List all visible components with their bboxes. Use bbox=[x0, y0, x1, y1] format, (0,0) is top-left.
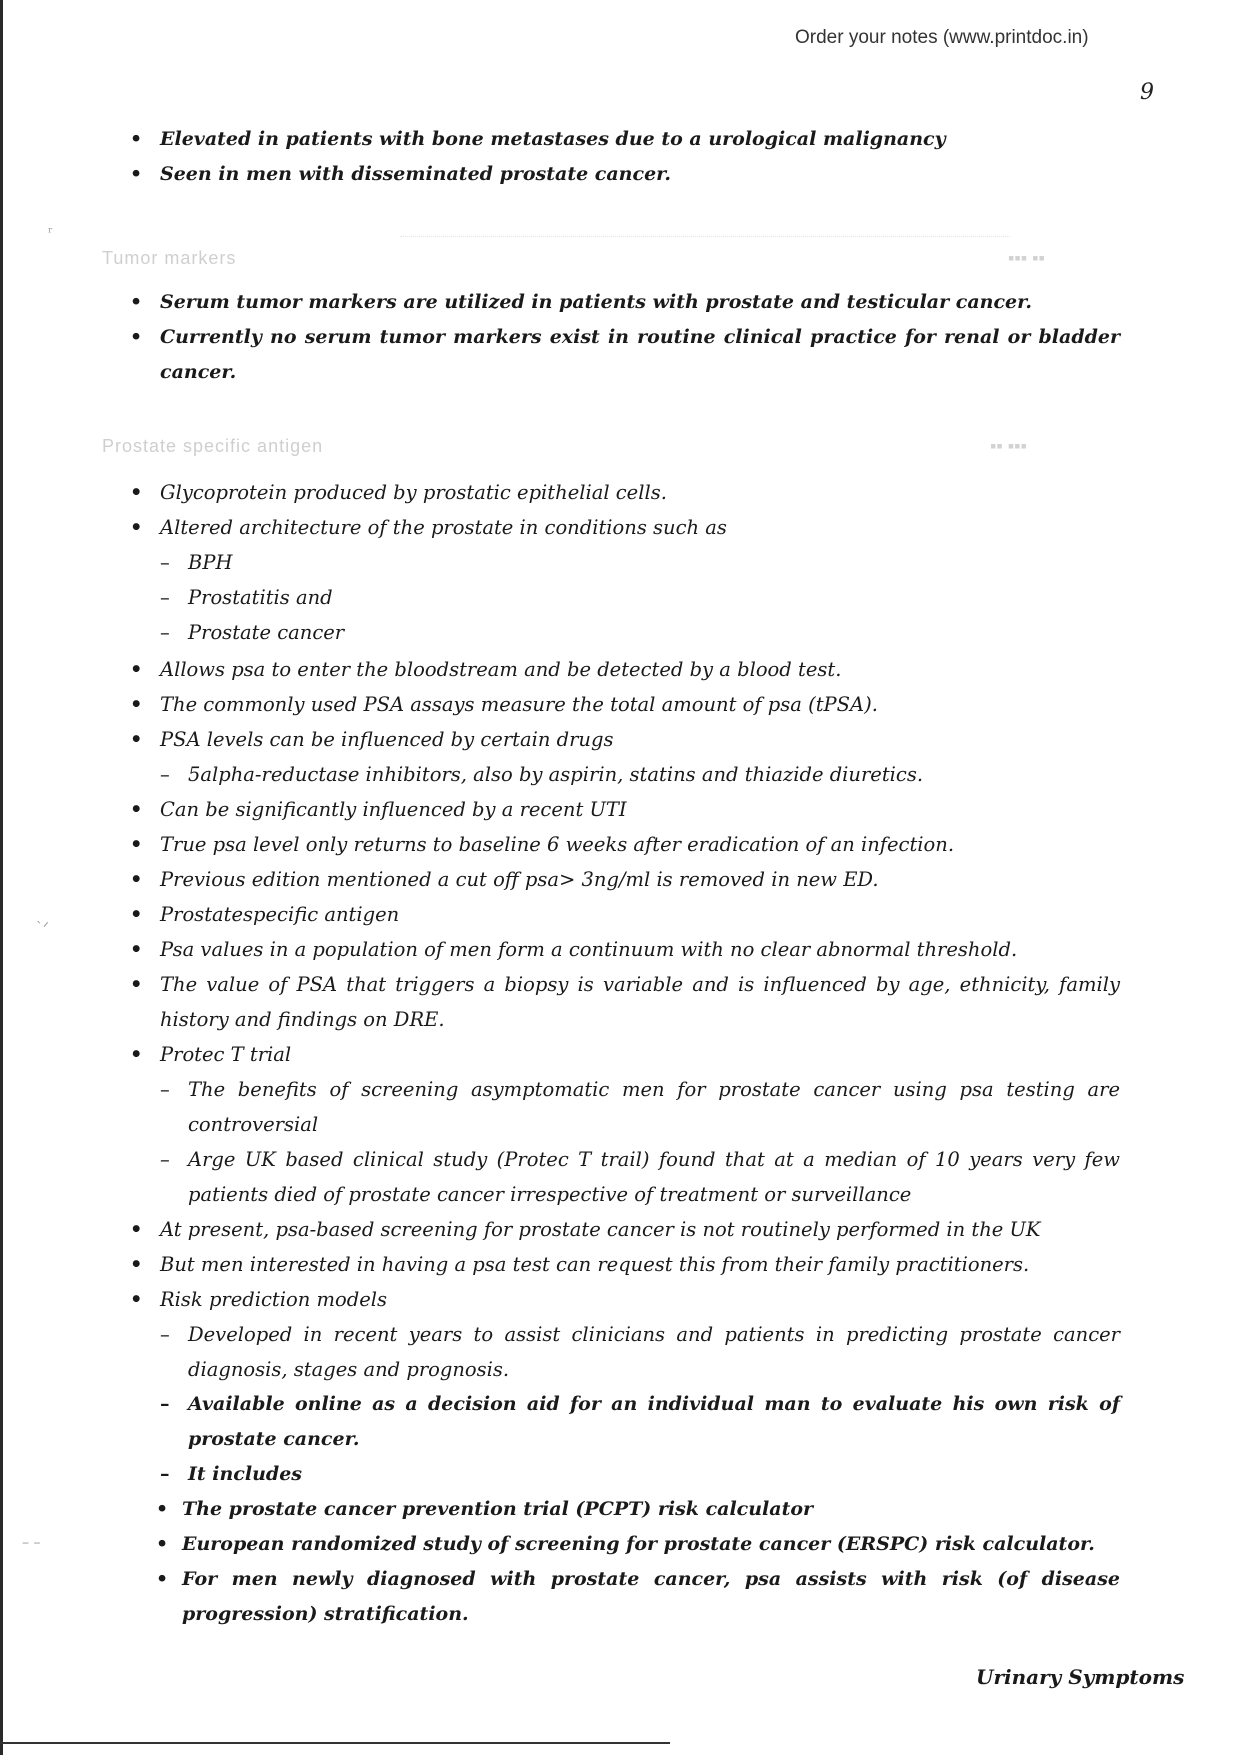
page-left-edge bbox=[0, 0, 3, 1755]
list-item: • PSA levels can be influenced by certain drugs bbox=[160, 722, 1120, 757]
list-item: – Prostatitis and bbox=[188, 580, 1120, 615]
faint-heading-right: ▪▪ ▪▪▪ bbox=[990, 436, 1027, 456]
list-item: – It includes bbox=[188, 1457, 1120, 1492]
list-item: • Elevated in patients with bone metastases due to a urological malignancy bbox=[160, 122, 1120, 157]
list-item: • The commonly used PSA assays measure the total amount of psa (tPSA). bbox=[160, 687, 1120, 722]
list-item: • Currently no serum tumor markers exist in routine clinical practice for renal or bladder cancer. bbox=[160, 320, 1120, 390]
list-item: – Available online as a decision aid for an individual man to evaluate his own risk of prostate cancer. bbox=[188, 1387, 1120, 1457]
list-item: • Allows psa to enter the bloodstream and be detected by a blood test. bbox=[160, 652, 1120, 687]
list-item: • True psa level only returns to baseline 6 weeks after eradication of an infection. bbox=[160, 827, 1120, 862]
scan-mark: `ᐟ bbox=[36, 920, 49, 936]
list-item: • But men interested in having a psa test can request this from their family practitioners. bbox=[160, 1247, 1120, 1282]
list-item: • Seen in men with disseminated prostate cancer. bbox=[160, 157, 1120, 192]
scan-mark: ʳ bbox=[48, 225, 53, 241]
header-note: Order your notes (www.printdoc.in) bbox=[795, 27, 1089, 48]
faint-heading-right: ▪▪▪ ▪▪ bbox=[1008, 248, 1045, 268]
list-item: • The value of PSA that triggers a biopsy is variable and is influenced by age, ethnicity, family history and findings on DRE. bbox=[160, 967, 1120, 1037]
list-item: – 5alpha-reductase inhibitors, also by aspirin, statins and thiazide diuretics. bbox=[188, 757, 1120, 792]
list-item: – The benefits of screening asymptomatic men for prostate cancer using psa testing are controversial bbox=[188, 1072, 1120, 1142]
list-item: • Protec T trial bbox=[160, 1037, 1120, 1072]
section-heading-tumor-markers: Tumor markers bbox=[102, 248, 237, 268]
list-item: – BPH bbox=[188, 545, 1120, 580]
list-item: • European randomized study of screening for prostate cancer (ERSPC) risk calculator. bbox=[182, 1527, 1120, 1562]
list-item: • For men newly diagnosed with prostate cancer, psa assists with risk (of disease progression) stratification. bbox=[182, 1562, 1120, 1632]
list-item: • The prostate cancer prevention trial (PCPT) risk calculator bbox=[182, 1492, 1120, 1527]
list-item: • Risk prediction models bbox=[160, 1282, 1120, 1317]
bottom-rule bbox=[0, 1742, 670, 1744]
list-item: • Previous edition mentioned a cut off psa> 3ng/ml is removed in new ED. bbox=[160, 862, 1120, 897]
list-item: – Arge UK based clinical study (Protec T trail) found that at a median of 10 years very few patients died of prostate cancer irrespective of treatment or surveillance bbox=[188, 1142, 1120, 1212]
scan-mark: – – bbox=[22, 1535, 41, 1551]
faint-rule bbox=[400, 236, 1010, 238]
list-item: • Prostatespecific antigen bbox=[160, 897, 1120, 932]
list-item: • Can be significantly influenced by a recent UTI bbox=[160, 792, 1120, 827]
list-item: – Prostate cancer bbox=[188, 615, 1120, 650]
list-item: – Developed in recent years to assist clinicians and patients in predicting prostate cancer diagnosis, stages and prognosis. bbox=[188, 1317, 1120, 1387]
list-item: • Glycoprotein produced by prostatic epithelial cells. bbox=[160, 475, 1120, 510]
list-item: • Psa values in a population of men form a continuum with no clear abnormal threshold. bbox=[160, 932, 1120, 967]
section-heading-psa: Prostate specific antigen bbox=[102, 436, 324, 456]
footer-chapter-title: Urinary Symptoms bbox=[976, 1665, 1185, 1689]
page-number: 9 bbox=[1140, 80, 1154, 105]
list-item: • At present, psa-based screening for prostate cancer is not routinely performed in the UK bbox=[160, 1212, 1120, 1247]
list-item: • Serum tumor markers are utilized in patients with prostate and testicular cancer. bbox=[160, 285, 1120, 320]
list-item: • Altered architecture of the prostate in conditions such as bbox=[160, 510, 1120, 545]
